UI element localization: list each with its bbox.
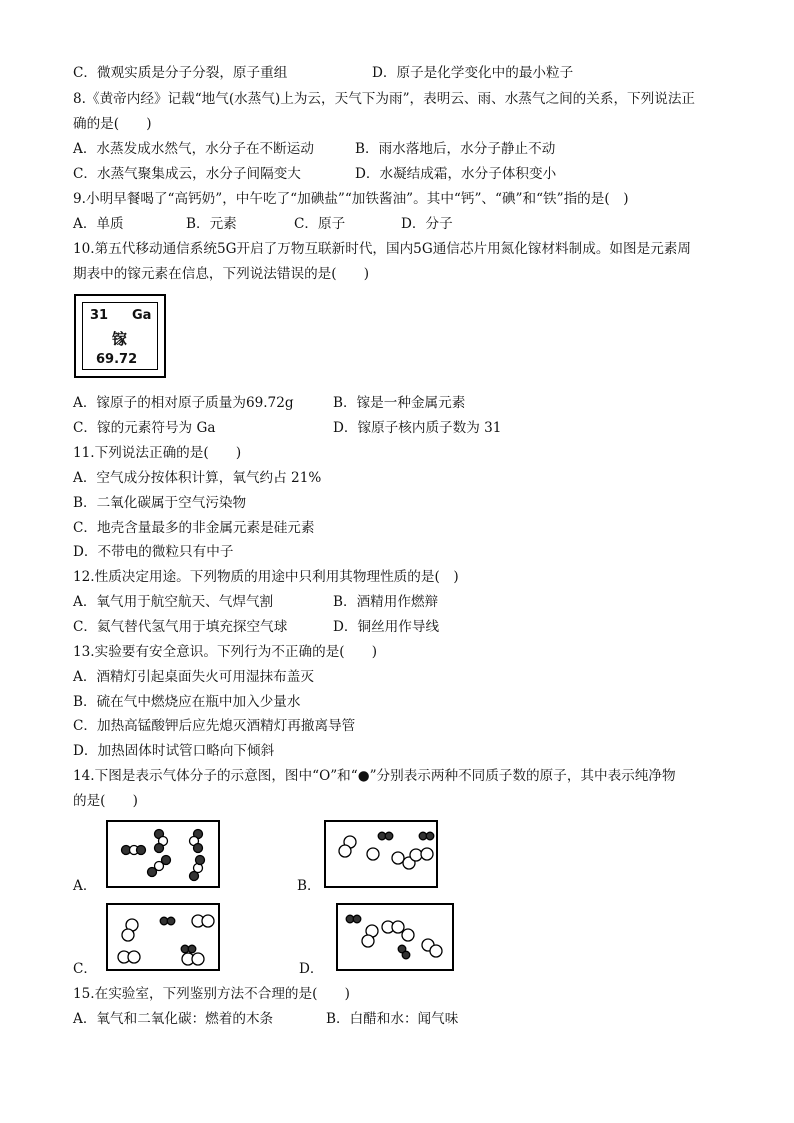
q8-option-b: B．雨水落地后，水分子静止不动 (355, 141, 556, 157)
molecule-diagram-c (108, 905, 218, 969)
q10-option-a: A．镓原子的相对原子质量为69.72g (73, 395, 294, 411)
element-name: 镓 (112, 330, 128, 348)
q14-option-d-label: D． (299, 961, 324, 977)
q7-option-d: D．原子是化学变化中的最小粒子 (372, 65, 574, 81)
q9-option-c: C．原子 (294, 216, 346, 232)
q14-diagram-a (106, 820, 220, 888)
q9-option-a: A．单质 (73, 216, 124, 232)
q7-option-c: C．微观实质是分子分裂，原子重组 (73, 65, 288, 81)
q8-option-c: C．水蒸气聚集成云，水分子间隔变大 (73, 166, 301, 182)
q12-stem: 12.性质决定用途。下列物质的用途中只利用其物理性质的是( ) (73, 569, 459, 585)
q14-diagram-d (336, 903, 454, 971)
atomic-number: 31 (90, 308, 109, 323)
q15-option-a: A．氧气和二氧化碳：燃着的木条 (73, 1011, 274, 1027)
q14-option-c-label: C． (73, 961, 97, 977)
q13-option-c: C．加热高锰酸钾后应先熄灭酒精灯再撤离导管 (73, 718, 356, 734)
q12-option-d: D．铜丝用作导线 (333, 619, 440, 635)
q11-option-a: A．空气成分按体积计算，氧气约占 21% (73, 470, 322, 486)
q13-option-a: A．酒精灯引起桌面失火可用湿抹布盖灭 (73, 669, 314, 685)
q9-stem: 9.小明早餐喝了“高钙奶”，中午吃了“加碘盐”“加铁酱油”。其中“钙”、“碘”和“铁”指的是( ) (73, 191, 629, 207)
q13-option-d: D．加热固体时试管口略向下倾斜 (73, 743, 275, 759)
q10-option-c: C．镓的元素符号为 Ga (73, 420, 216, 436)
q11-option-b: B．二氧化碳属于空气污染物 (73, 495, 247, 511)
q11-option-d: D．不带电的微粒只有中子 (73, 544, 234, 560)
q12-option-a: A．氧气用于航空航天、气焊气割 (73, 594, 274, 610)
q14-diagram-c (106, 903, 220, 971)
q10-option-d: D．镓原子核内质子数为 31 (333, 420, 502, 436)
q10-stem-line1: 10.第五代移动通信系统5G开启了万物互联新时代，国内5G通信芯片用氮化镓材料制成。如图是元素周 (73, 241, 691, 257)
q14-stem-line1: 14.下图是表示气体分子的示意图，图中“O”和“●”分别表示两种不同质子数的原子，其中表示纯净物 (73, 768, 676, 784)
q15-option-b: B．白醋和水：闻气味 (326, 1011, 459, 1027)
gallium-element-card (74, 294, 166, 378)
q8-option-a: A．水蒸发成水然气，水分子在不断运动 (73, 141, 314, 157)
molecule-diagram-d (338, 905, 452, 969)
q13-option-b: B．硫在气中燃烧应在瓶中加入少量水 (73, 694, 301, 710)
q11-option-c: C．地壳含量最多的非金属元素是硅元素 (73, 520, 315, 536)
q14-stem-line2: 的是( ) (73, 793, 138, 809)
q12-option-c: C．氦气替代氢气用于填充探空气球 (73, 619, 288, 635)
molecule-diagram-a (108, 822, 218, 886)
q14-option-b-label: B． (297, 878, 321, 894)
q10-option-b: B．镓是一种金属元素 (333, 395, 466, 411)
q8-stem-line1: 8.《黄帝内经》记载“地气(水蒸气)上为云，天气下为雨”，表明云、雨、水蒸气之间的关系，下列说法正 (73, 91, 696, 107)
q11-stem: 11.下列说法正确的是( ) (73, 445, 242, 461)
q15-stem: 15.在实验室，下列鉴别方法不合理的是( ) (73, 986, 350, 1002)
element-symbol: Ga (132, 308, 152, 323)
q8-option-d: D．水凝结成霜，水分子体积变小 (355, 166, 557, 182)
atomic-mass: 69.72 (96, 352, 138, 367)
q12-option-b: B．酒精用作燃辩 (333, 594, 439, 610)
q10-stem-line2: 期表中的镓元素在信息，下列说法错误的是( ) (73, 266, 370, 282)
molecule-diagram-b (326, 822, 436, 886)
q14-diagram-b (324, 820, 438, 888)
q9-option-b: B．元素 (186, 216, 237, 232)
q9-option-d: D．分子 (401, 216, 453, 232)
q13-stem: 13.实验要有安全意识。下列行为不正确的是( ) (73, 644, 378, 660)
q8-stem-line2: 确的是( ) (73, 116, 152, 132)
q14-option-a-label: A． (73, 878, 97, 894)
